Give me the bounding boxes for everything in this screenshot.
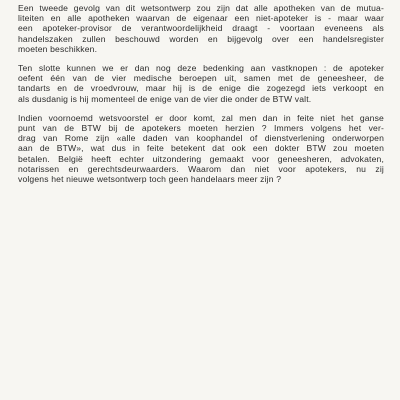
- text-line: notarissen en gerechtsdeurwaarders. Waarom dan niet voor apotekers, nu zij: [18, 163, 384, 174]
- text-line: als dusdanig is hij momenteel de enige van de vier die onder de BTW valt.: [18, 93, 312, 104]
- text-line: tandarts en de vroedvrouw, maar hij is de enige die zogezegd iets verkoopt en: [18, 83, 384, 94]
- text-line: betalen. België heeft echter uitzondering gemaakt voor geneesheren, advokaten,: [18, 153, 384, 164]
- body-text: [18, 3, 384, 193]
- paragraph-3: [18, 113, 384, 184]
- text-line: liteiten en alle apotheken waarvan de eigenaar een niet-apoteker is - maar waar: [18, 13, 384, 24]
- text-line: punt van de BTW bij de apotekers moeten herzien ? Immers volgens het ver-: [18, 123, 384, 134]
- paragraph-1: [18, 3, 384, 54]
- text-line: aan de BTW», wat dus in feite betekent dat ook een dokter BTW zou moeten: [18, 143, 384, 154]
- text-line: handelszaken zullen beschouwd worden en bijgevolg over een handelsregister: [18, 33, 384, 44]
- text-line: Ten slotte kunnen we er dan nog deze bedenking aan vastknopen : de apoteker: [18, 63, 384, 74]
- text-line: volgens het nieuwe wetsontwerp toch geen handelaars meer zijn ?: [18, 174, 282, 185]
- text-line: moeten beschikken.: [18, 43, 98, 54]
- text-line: drag van Rome zijn «alle daden van koophandel of dienstverlening onderworpen: [18, 133, 384, 144]
- text-line: Een tweede gevolg van dit wetsontwerp zou zijn dat alle apotheken van de mutua-: [18, 3, 384, 13]
- text-line: oefent één van de vier medische beroepen uit, samen met de geneesheer, de: [18, 73, 384, 84]
- text-line: een apoteker-provisor de verantwoordelijkheid draagt - voortaan eveneens als: [18, 23, 384, 34]
- paragraph-2: [18, 63, 384, 104]
- text-line: Indien voornoemd wetsvoorstel er door komt, zal men dan in feite niet het ganse: [18, 112, 384, 123]
